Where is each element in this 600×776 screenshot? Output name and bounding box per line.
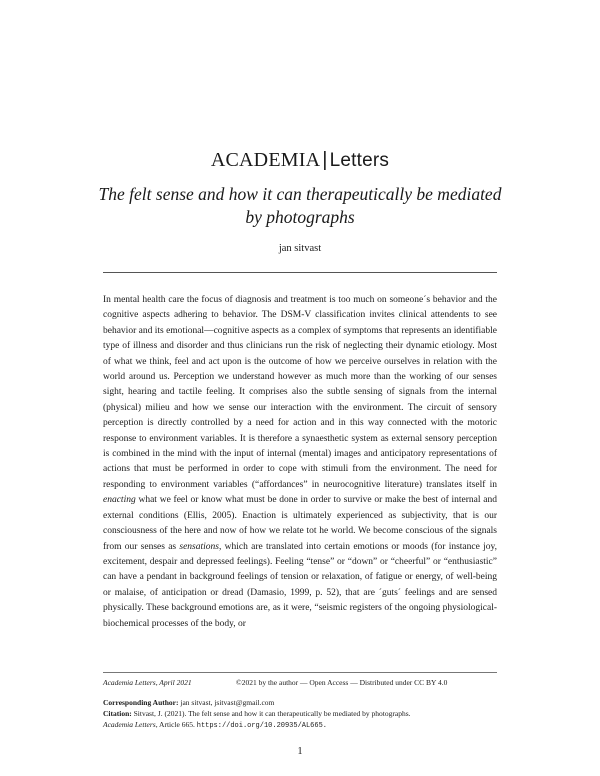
footer-citation-line2 — [103, 720, 327, 730]
body-text-2: what we feel or know what must be done in order to survive or make the best of internal and external conditions (Ellis, 2005). Enaction is ultimately experienced as subjectivity, that is our consciousness of the here and now of how we relate tot he world. We become conscious of the signals from our senses as — [103, 495, 497, 552]
corresponding-author-value: jan sitvast, jsitvast@gmail.com — [180, 698, 275, 707]
body-text-1: In mental health care the focus of diagnosis and treatment is too much on someone´s behavior and the cognitive aspects adhering to behavior. The DSM-V classification invites clinical attendents to see behavior and its emotional—cognitive aspects as a complex of symptoms that represents an identifiable type of illness and disorder and thus clinicians run the risk of neglecting their dynamic etiology. Most of what we think, feel and act upon is the outcome of how we perceive ourselves in relation with the world around us. Perception we understand however as much more than the working of our senses sight, hearing and tactile feeling. It comprises also the subtle sensing of signals from the internal (physical) milieu and how we sense our interaction with the environment. The circuit of sensory perception is directly controlled by a need for action and in this way connected with the motoric response to environment variables. It is therefore a synaesthetic system as external sensory perception is combined in the mind with the input of internal (mental) images and anticipatory representations of actions that must be performed in order to cope with stimuli from the environment. The need for responding to environment variables (“affordances” in neurocognitive literature) translates itself in — [103, 295, 497, 490]
footer-corresponding-author — [103, 698, 274, 707]
masthead-brand: ACADEMIA — [210, 149, 321, 171]
citation-doi-link[interactable]: https://doi.org/10.20935/AL665. — [196, 722, 327, 730]
masthead-separator: | — [322, 149, 328, 171]
citation-value: Sitvast, J. (2021). The felt sense and how it can therapeutically be mediated by photographs. — [133, 709, 411, 718]
footer-citation — [103, 709, 411, 718]
page-number: 1 — [297, 746, 303, 757]
body-text-3: , which are translated into certain emotions or moods (for instance joy, excitement, despair and depressed feelings). Feeling “tense” or “down” or “cheerful” or “enthusiastic” can have a pendant in background feelings of tension or relaxation, of fatigue or energy, of well-being or malaise, of anticipation or dread (Damasio, 1999, p. 52), that are ´guts´ feelings and are sensed physically. These background emotions are, as it were, “seismic registers of the ongoing physiological-biochemical processes of the body, or — [103, 541, 497, 629]
header-rule — [103, 272, 497, 273]
footer-rule — [103, 672, 497, 673]
corresponding-author-label: Corresponding Author: — [103, 698, 179, 707]
journal-masthead — [0, 148, 600, 173]
footer-license: ©2021 by the author — Open Access — Distributed under CC BY 4.0 — [236, 678, 448, 687]
paper-title: The felt sense and how it can therapeutically be mediated by photographs — [98, 184, 502, 227]
body-emphasis-enacting: enacting — [103, 495, 136, 506]
citation-label: Citation: — [103, 709, 132, 718]
citation-journal: Academia Letters — [103, 720, 156, 729]
body-paragraph — [103, 293, 497, 632]
paper-author: jan sitvast — [278, 243, 322, 254]
masthead-sub: Letters — [329, 150, 390, 171]
body-emphasis-sensations: sensations — [179, 541, 219, 552]
citation-article: , Article 665. — [155, 720, 195, 729]
footer-journal: Academia Letters, April 2021 — [103, 678, 192, 687]
